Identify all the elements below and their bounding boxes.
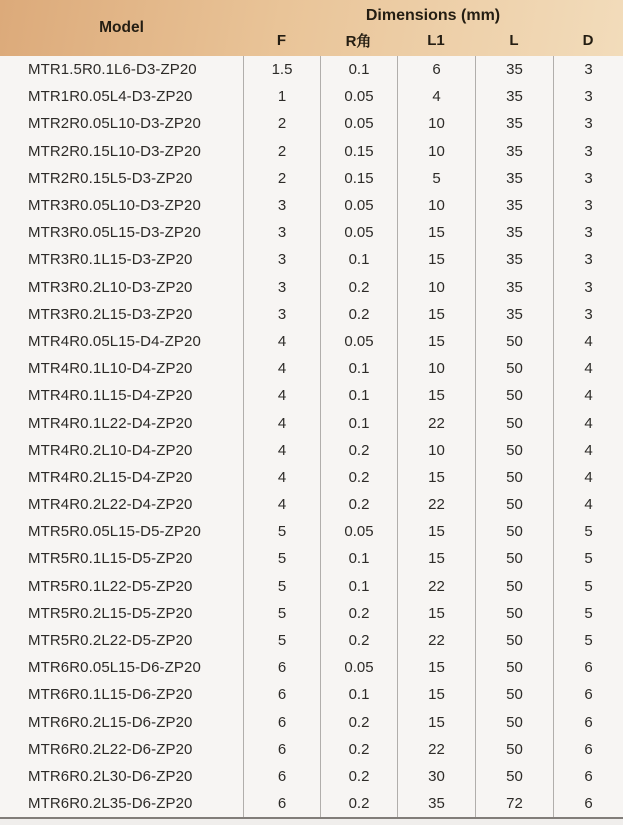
f-cell: 5 bbox=[243, 600, 320, 627]
table-row bbox=[0, 654, 623, 681]
r-corner-cell: 0.1 bbox=[320, 573, 397, 600]
r-corner-cell: 0.1 bbox=[320, 545, 397, 572]
table-row bbox=[0, 409, 623, 436]
f-cell: 2 bbox=[243, 110, 320, 137]
r-corner-cell: 0.1 bbox=[320, 56, 397, 83]
l-cell: 50 bbox=[475, 545, 553, 572]
d-cell: 3 bbox=[553, 246, 623, 273]
dimensions-spanning-header: Dimensions (mm) bbox=[365, 7, 501, 25]
d-cell: 6 bbox=[553, 654, 623, 681]
l-cell: 35 bbox=[475, 219, 553, 246]
model-column-header: Model bbox=[99, 19, 144, 36]
l-cell: 50 bbox=[475, 763, 553, 790]
l1-cell: 35 bbox=[397, 790, 475, 817]
r-corner-cell: 0.1 bbox=[320, 409, 397, 436]
r-corner-cell: 0.1 bbox=[320, 246, 397, 273]
d-cell: 5 bbox=[553, 600, 623, 627]
d-cell: 4 bbox=[553, 355, 623, 382]
f-cell: 4 bbox=[243, 409, 320, 436]
d-cell: 4 bbox=[553, 382, 623, 409]
l1-cell: 22 bbox=[397, 736, 475, 763]
r-corner-cell: 0.1 bbox=[320, 681, 397, 708]
l1-cell: 30 bbox=[397, 763, 475, 790]
l1-cell: 15 bbox=[397, 709, 475, 736]
l1-cell: 10 bbox=[397, 110, 475, 137]
d-cell: 4 bbox=[553, 328, 623, 355]
model-cell: MTR1R0.05L4-D3-ZP20 bbox=[28, 88, 193, 106]
l1-cell: 5 bbox=[397, 165, 475, 192]
f-cell: 4 bbox=[243, 328, 320, 355]
model-cell: MTR5R0.2L22-D5-ZP20 bbox=[28, 632, 193, 650]
table-row bbox=[0, 518, 623, 545]
model-cell: MTR4R0.05L15-D4-ZP20 bbox=[28, 332, 201, 350]
r-corner-cell: 0.15 bbox=[320, 138, 397, 165]
l1-cell: 22 bbox=[397, 491, 475, 518]
l1-cell: 15 bbox=[397, 464, 475, 491]
r-corner-cell: 0.1 bbox=[320, 382, 397, 409]
r-corner-cell: 0.2 bbox=[320, 763, 397, 790]
r-corner-cell: 0.05 bbox=[320, 192, 397, 219]
table-row bbox=[0, 165, 623, 192]
r-corner-cell: 0.05 bbox=[320, 654, 397, 681]
f-cell: 3 bbox=[243, 274, 320, 301]
d-cell: 3 bbox=[553, 274, 623, 301]
model-cell: MTR6R0.1L15-D6-ZP20 bbox=[28, 686, 193, 704]
l-cell: 50 bbox=[475, 464, 553, 491]
d-cell: 5 bbox=[553, 573, 623, 600]
l1-cell: 10 bbox=[397, 437, 475, 464]
d-cell: 5 bbox=[553, 627, 623, 654]
f-cell: 2 bbox=[243, 165, 320, 192]
d-cell: 3 bbox=[553, 192, 623, 219]
column-header-d: D bbox=[582, 32, 594, 49]
f-cell: 3 bbox=[243, 192, 320, 219]
d-cell: 6 bbox=[553, 790, 623, 817]
model-cell: MTR4R0.1L15-D4-ZP20 bbox=[28, 387, 193, 405]
table-row bbox=[0, 437, 623, 464]
l-cell: 50 bbox=[475, 518, 553, 545]
d-cell: 3 bbox=[553, 110, 623, 137]
f-cell: 4 bbox=[243, 382, 320, 409]
table-row bbox=[0, 681, 623, 708]
l-cell: 50 bbox=[475, 681, 553, 708]
model-cell: MTR2R0.05L10-D3-ZP20 bbox=[28, 115, 201, 133]
l-cell: 50 bbox=[475, 491, 553, 518]
f-cell: 3 bbox=[243, 219, 320, 246]
table-row bbox=[0, 736, 623, 763]
l1-cell: 15 bbox=[397, 518, 475, 545]
d-cell: 6 bbox=[553, 763, 623, 790]
f-cell: 5 bbox=[243, 573, 320, 600]
model-cell: MTR4R0.2L15-D4-ZP20 bbox=[28, 468, 193, 486]
f-cell: 3 bbox=[243, 246, 320, 273]
f-cell: 1.5 bbox=[243, 56, 320, 83]
table-row bbox=[0, 491, 623, 518]
d-cell: 4 bbox=[553, 437, 623, 464]
f-cell: 1 bbox=[243, 83, 320, 110]
r-corner-cell: 0.05 bbox=[320, 83, 397, 110]
d-cell: 4 bbox=[553, 491, 623, 518]
model-cell: MTR6R0.2L35-D6-ZP20 bbox=[28, 795, 193, 813]
f-cell: 5 bbox=[243, 627, 320, 654]
model-cell: MTR6R0.2L30-D6-ZP20 bbox=[28, 767, 193, 785]
l-cell: 50 bbox=[475, 736, 553, 763]
model-cell: MTR6R0.2L15-D6-ZP20 bbox=[28, 713, 193, 731]
d-cell: 6 bbox=[553, 736, 623, 763]
dimensions-header-group bbox=[243, 0, 623, 56]
r-corner-cell: 0.2 bbox=[320, 709, 397, 736]
l1-cell: 10 bbox=[397, 274, 475, 301]
l1-cell: 22 bbox=[397, 573, 475, 600]
l1-cell: 15 bbox=[397, 600, 475, 627]
l-cell: 35 bbox=[475, 246, 553, 273]
table-row bbox=[0, 355, 623, 382]
l-cell: 50 bbox=[475, 437, 553, 464]
model-cell: MTR3R0.05L10-D3-ZP20 bbox=[28, 197, 201, 215]
l1-cell: 15 bbox=[397, 219, 475, 246]
f-cell: 2 bbox=[243, 138, 320, 165]
d-cell: 3 bbox=[553, 165, 623, 192]
model-cell: MTR5R0.1L22-D5-ZP20 bbox=[28, 577, 193, 595]
model-cell: MTR3R0.2L10-D3-ZP20 bbox=[28, 278, 193, 296]
f-cell: 6 bbox=[243, 654, 320, 681]
f-cell: 6 bbox=[243, 736, 320, 763]
l-cell: 50 bbox=[475, 600, 553, 627]
model-cell: MTR4R0.1L22-D4-ZP20 bbox=[28, 414, 193, 432]
l1-cell: 15 bbox=[397, 328, 475, 355]
f-cell: 4 bbox=[243, 464, 320, 491]
d-cell: 3 bbox=[553, 83, 623, 110]
table-row bbox=[0, 246, 623, 273]
r-corner-cell: 0.2 bbox=[320, 600, 397, 627]
f-cell: 4 bbox=[243, 491, 320, 518]
r-corner-cell: 0.2 bbox=[320, 627, 397, 654]
table-row bbox=[0, 138, 623, 165]
l-cell: 35 bbox=[475, 110, 553, 137]
r-corner-cell: 0.05 bbox=[320, 518, 397, 545]
table-row bbox=[0, 573, 623, 600]
table-row bbox=[0, 790, 623, 817]
d-cell: 3 bbox=[553, 56, 623, 83]
l-cell: 50 bbox=[475, 709, 553, 736]
d-cell: 4 bbox=[553, 409, 623, 436]
r-corner-cell: 0.2 bbox=[320, 274, 397, 301]
d-cell: 6 bbox=[553, 709, 623, 736]
l1-cell: 15 bbox=[397, 545, 475, 572]
l-cell: 35 bbox=[475, 56, 553, 83]
l-cell: 35 bbox=[475, 83, 553, 110]
f-cell: 6 bbox=[243, 681, 320, 708]
table-row bbox=[0, 56, 623, 83]
column-header-f: F bbox=[276, 32, 287, 49]
f-cell: 5 bbox=[243, 518, 320, 545]
column-header-l1: L1 bbox=[427, 32, 445, 49]
table-row bbox=[0, 600, 623, 627]
r-corner-cell: 0.2 bbox=[320, 301, 397, 328]
f-cell: 6 bbox=[243, 763, 320, 790]
l-cell: 35 bbox=[475, 274, 553, 301]
l-cell: 72 bbox=[475, 790, 553, 817]
l1-cell: 4 bbox=[397, 83, 475, 110]
l-cell: 50 bbox=[475, 382, 553, 409]
model-cell: MTR6R0.05L15-D6-ZP20 bbox=[28, 659, 201, 677]
l-cell: 50 bbox=[475, 409, 553, 436]
f-cell: 4 bbox=[243, 437, 320, 464]
l-cell: 50 bbox=[475, 328, 553, 355]
model-cell: MTR5R0.1L15-D5-ZP20 bbox=[28, 550, 193, 568]
table-row bbox=[0, 627, 623, 654]
model-cell: MTR2R0.15L10-D3-ZP20 bbox=[28, 142, 201, 160]
table-row bbox=[0, 110, 623, 137]
l1-cell: 22 bbox=[397, 409, 475, 436]
d-cell: 5 bbox=[553, 545, 623, 572]
model-cell: MTR3R0.1L15-D3-ZP20 bbox=[28, 251, 193, 269]
table-row bbox=[0, 192, 623, 219]
r-corner-cell: 0.2 bbox=[320, 790, 397, 817]
l1-cell: 10 bbox=[397, 192, 475, 219]
model-cell: MTR5R0.2L15-D5-ZP20 bbox=[28, 604, 193, 622]
table-row bbox=[0, 545, 623, 572]
l-cell: 50 bbox=[475, 573, 553, 600]
dimensions-subheader-row bbox=[243, 25, 623, 56]
d-cell: 3 bbox=[553, 219, 623, 246]
l-cell: 35 bbox=[475, 192, 553, 219]
l-cell: 35 bbox=[475, 165, 553, 192]
table-row bbox=[0, 382, 623, 409]
l1-cell: 10 bbox=[397, 138, 475, 165]
r-corner-cell: 0.2 bbox=[320, 437, 397, 464]
r-corner-cell: 0.05 bbox=[320, 328, 397, 355]
d-cell: 5 bbox=[553, 518, 623, 545]
l1-cell: 15 bbox=[397, 382, 475, 409]
l1-cell: 15 bbox=[397, 681, 475, 708]
table-row bbox=[0, 83, 623, 110]
f-cell: 3 bbox=[243, 301, 320, 328]
model-cell: MTR4R0.1L10-D4-ZP20 bbox=[28, 360, 193, 378]
d-cell: 3 bbox=[553, 138, 623, 165]
l1-cell: 15 bbox=[397, 654, 475, 681]
table-row bbox=[0, 709, 623, 736]
r-corner-cell: 0.2 bbox=[320, 464, 397, 491]
model-cell: MTR3R0.05L15-D3-ZP20 bbox=[28, 224, 201, 242]
l1-cell: 22 bbox=[397, 627, 475, 654]
r-corner-cell: 0.15 bbox=[320, 165, 397, 192]
table-row bbox=[0, 464, 623, 491]
l-cell: 35 bbox=[475, 301, 553, 328]
table-row bbox=[0, 219, 623, 246]
l1-cell: 15 bbox=[397, 301, 475, 328]
table-row bbox=[0, 328, 623, 355]
l1-cell: 6 bbox=[397, 56, 475, 83]
l-cell: 35 bbox=[475, 138, 553, 165]
table-row bbox=[0, 763, 623, 790]
l1-cell: 15 bbox=[397, 246, 475, 273]
table-header bbox=[0, 0, 623, 56]
table-row bbox=[0, 301, 623, 328]
l1-cell: 10 bbox=[397, 355, 475, 382]
model-cell: MTR4R0.2L22-D4-ZP20 bbox=[28, 496, 193, 514]
f-cell: 5 bbox=[243, 545, 320, 572]
r-corner-cell: 0.05 bbox=[320, 219, 397, 246]
l-cell: 50 bbox=[475, 654, 553, 681]
d-cell: 6 bbox=[553, 681, 623, 708]
r-corner-cell: 0.05 bbox=[320, 110, 397, 137]
model-cell: MTR4R0.2L10-D4-ZP20 bbox=[28, 441, 193, 459]
column-header-r-corner: R角 bbox=[345, 33, 372, 50]
d-cell: 4 bbox=[553, 464, 623, 491]
model-cell: MTR5R0.05L15-D5-ZP20 bbox=[28, 523, 201, 541]
table-row bbox=[0, 274, 623, 301]
f-cell: 4 bbox=[243, 355, 320, 382]
model-cell: MTR1.5R0.1L6-D3-ZP20 bbox=[28, 61, 197, 79]
column-header-l: L bbox=[509, 32, 519, 49]
model-cell: MTR2R0.15L5-D3-ZP20 bbox=[28, 169, 193, 187]
table-body bbox=[0, 56, 623, 819]
model-cell: MTR3R0.2L15-D3-ZP20 bbox=[28, 305, 193, 323]
d-cell: 3 bbox=[553, 301, 623, 328]
model-cell: MTR6R0.2L22-D6-ZP20 bbox=[28, 740, 193, 758]
r-corner-cell: 0.2 bbox=[320, 491, 397, 518]
f-cell: 6 bbox=[243, 790, 320, 817]
r-corner-cell: 0.1 bbox=[320, 355, 397, 382]
r-corner-cell: 0.2 bbox=[320, 736, 397, 763]
f-cell: 6 bbox=[243, 709, 320, 736]
l-cell: 50 bbox=[475, 355, 553, 382]
l-cell: 50 bbox=[475, 627, 553, 654]
